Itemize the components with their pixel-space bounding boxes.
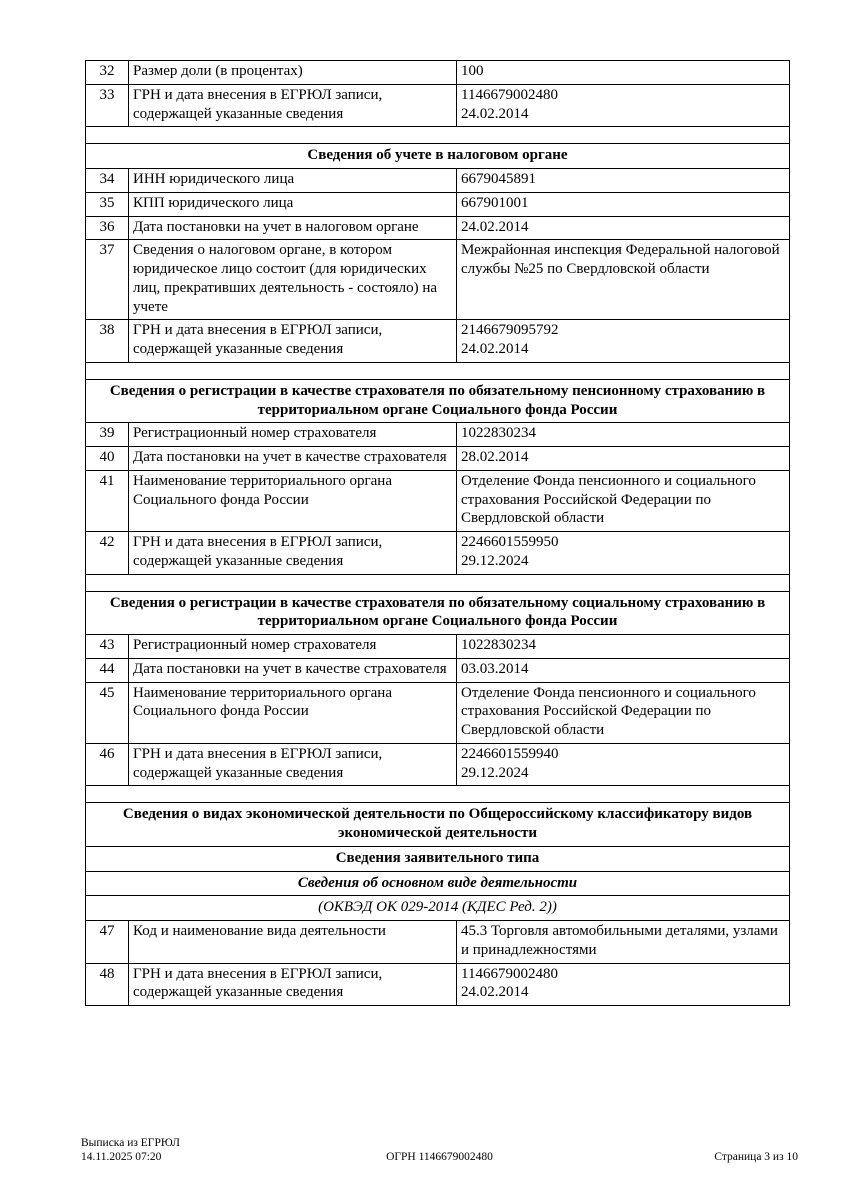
extract-table — [85, 60, 790, 1006]
row-number-cell: 32 — [86, 61, 129, 85]
section-header-text: Сведения об основном виде деятельности — [86, 871, 790, 896]
section-header-text: Сведения о видах экономической деятельности по Общероссийскому классификатору видов экономической деятельности — [86, 803, 790, 847]
row-label-cell: ГРН и дата внесения в ЕГРЮЛ записи, содержащей указанные сведения — [129, 743, 457, 786]
table-row — [86, 192, 790, 216]
row-number-cell: 45 — [86, 682, 129, 743]
row-value-cell: 45.3 Торговля автомобильными деталями, узлами и принадлежностями — [457, 921, 790, 964]
row-label-cell: КПП юридического лица — [129, 192, 457, 216]
row-number-cell: 44 — [86, 658, 129, 682]
table-row — [86, 658, 790, 682]
spacer-row — [86, 786, 790, 803]
row-value-cell: 1022830234 — [457, 423, 790, 447]
footer-ogrn: ОГРН 1146679002480 — [386, 1151, 493, 1163]
table-row — [86, 423, 790, 447]
spacer-row — [86, 127, 790, 144]
section-header-row — [86, 379, 790, 423]
row-label-cell: Размер доли (в процентах) — [129, 61, 457, 85]
table-row — [86, 320, 790, 363]
table-row — [86, 470, 790, 531]
footer-timestamp: 14.11.2025 07:20 — [81, 1151, 162, 1164]
row-number-cell: 34 — [86, 169, 129, 193]
row-number-cell: 37 — [86, 240, 129, 320]
section-header-text: Сведения о регистрации в качестве страхователя по обязательному социальному страхованию в территориальном органе Социального фонда России — [86, 591, 790, 635]
section-header-row — [86, 846, 790, 871]
spacer-cell — [86, 574, 790, 591]
row-value-cell: 2246601559950 29.12.2024 — [457, 532, 790, 575]
row-value-cell: 2246601559940 29.12.2024 — [457, 743, 790, 786]
spacer-row — [86, 362, 790, 379]
section-header-row — [86, 591, 790, 635]
section-header-row — [86, 144, 790, 169]
row-label-cell: Наименование территориального органа Социального фонда России — [129, 682, 457, 743]
table-row — [86, 216, 790, 240]
section-header-row — [86, 871, 790, 896]
row-value-cell: 1022830234 — [457, 635, 790, 659]
row-number-cell: 38 — [86, 320, 129, 363]
row-value-cell: 24.02.2014 — [457, 216, 790, 240]
row-label-cell: Код и наименование вида деятельности — [129, 921, 457, 964]
row-number-cell: 39 — [86, 423, 129, 447]
row-label-cell: Дата постановки на учет в качестве страхователя — [129, 658, 457, 682]
table-row — [86, 743, 790, 786]
row-label-cell: ГРН и дата внесения в ЕГРЮЛ записи, содержащей указанные сведения — [129, 532, 457, 575]
row-value-cell: 1146679002480 24.02.2014 — [457, 963, 790, 1006]
row-label-cell: Регистрационный номер страхователя — [129, 423, 457, 447]
table-row — [86, 682, 790, 743]
row-number-cell: 42 — [86, 532, 129, 575]
row-number-cell: 33 — [86, 84, 129, 127]
footer-page-number: Страница 3 из 10 — [714, 1151, 798, 1163]
row-number-cell: 40 — [86, 447, 129, 471]
footer-doc-type: Выписка из ЕГРЮЛ — [81, 1137, 180, 1149]
table-row — [86, 61, 790, 85]
table-row — [86, 921, 790, 964]
spacer-cell — [86, 127, 790, 144]
spacer-row — [86, 574, 790, 591]
row-number-cell: 35 — [86, 192, 129, 216]
row-label-cell: Регистрационный номер страхователя — [129, 635, 457, 659]
table-row — [86, 963, 790, 1006]
row-number-cell: 48 — [86, 963, 129, 1006]
section-header-text: Сведения об учете в налоговом органе — [86, 144, 790, 169]
row-label-cell: ГРН и дата внесения в ЕГРЮЛ записи, содержащей указанные сведения — [129, 320, 457, 363]
footer — [81, 1136, 798, 1165]
row-value-cell: 2146679095792 24.02.2014 — [457, 320, 790, 363]
row-label-cell: ГРН и дата внесения в ЕГРЮЛ записи, содержащей указанные сведения — [129, 963, 457, 1006]
section-header-text: Сведения о регистрации в качестве страхователя по обязательному пенсионному страхованию в территориальном органе Социального фонда России — [86, 379, 790, 423]
row-value-cell: Межрайонная инспекция Федеральной налоговой службы №25 по Свердловской области — [457, 240, 790, 320]
row-value-cell: 100 — [457, 61, 790, 85]
row-label-cell: Дата постановки на учет в налоговом органе — [129, 216, 457, 240]
row-value-cell: 6679045891 — [457, 169, 790, 193]
row-number-cell: 43 — [86, 635, 129, 659]
section-header-text: Сведения заявительного типа — [86, 846, 790, 871]
spacer-cell — [86, 362, 790, 379]
table-row — [86, 447, 790, 471]
row-number-cell: 47 — [86, 921, 129, 964]
table-row — [86, 84, 790, 127]
row-number-cell: 46 — [86, 743, 129, 786]
section-header-row — [86, 896, 790, 921]
row-value-cell: 28.02.2014 — [457, 447, 790, 471]
row-number-cell: 41 — [86, 470, 129, 531]
row-value-cell: 03.03.2014 — [457, 658, 790, 682]
row-value-cell: 1146679002480 24.02.2014 — [457, 84, 790, 127]
spacer-cell — [86, 786, 790, 803]
row-value-cell: 667901001 — [457, 192, 790, 216]
row-label-cell: ГРН и дата внесения в ЕГРЮЛ записи, содержащей указанные сведения — [129, 84, 457, 127]
row-label-cell: ИНН юридического лица — [129, 169, 457, 193]
table-row — [86, 169, 790, 193]
table-row — [86, 532, 790, 575]
row-label-cell: Сведения о налоговом органе, в котором юридическое лицо состоит (для юридических лиц, прекративших деятельность - состояло) на учете — [129, 240, 457, 320]
row-number-cell: 36 — [86, 216, 129, 240]
table-row — [86, 240, 790, 320]
row-value-cell: Отделение Фонда пенсионного и социального страхования Российской Федерации по Свердловской области — [457, 682, 790, 743]
row-label-cell: Дата постановки на учет в качестве страхователя — [129, 447, 457, 471]
table-row — [86, 635, 790, 659]
section-header-text: (ОКВЭД ОК 029-2014 (КДЕС Ред. 2)) — [86, 896, 790, 921]
section-header-row — [86, 803, 790, 847]
row-value-cell: Отделение Фонда пенсионного и социального страхования Российской Федерации по Свердловской области — [457, 470, 790, 531]
row-label-cell: Наименование территориального органа Социального фонда России — [129, 470, 457, 531]
extract-table-body — [86, 61, 790, 1006]
